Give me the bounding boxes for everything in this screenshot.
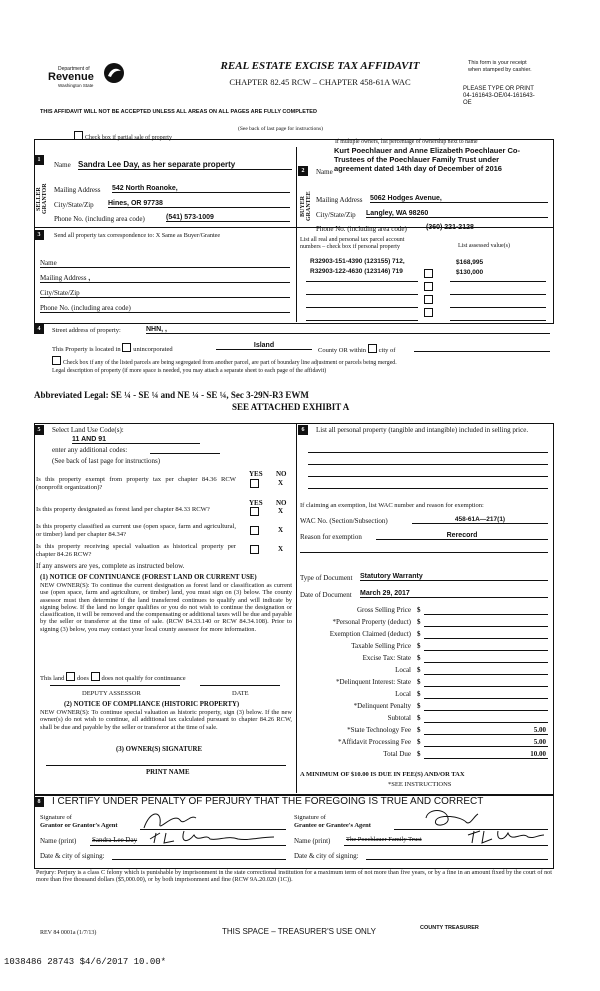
see-instructions: *SEE INSTRUCTIONS [388,781,452,788]
assessed-value-header: List assessed value(s) [458,243,510,249]
fee-row: *Personal Property (deduct) $ [300,618,548,629]
no-header-2: NO [276,499,287,507]
notice-2-body: NEW OWNER(S): To continue special valuation as historic property, sign (3) below. If the new owner(s) do not wish to continue, all additional tax calculated pursuant to chapter 84.26 RCW, shall be due and payable by the seller or transferor at the time of sale. [40,709,292,731]
section-2-marker: 2 [298,166,308,176]
buyer-phone-label: Phone No. (including area code) [316,225,407,233]
buyer-city: Langley, WA 98260 [366,210,548,218]
section-5-marker: 5 [34,425,44,435]
grantor-printed-name: Sandra Lee Day [92,836,138,844]
owner-signature: (3) OWNER(S) SIGNATURE [116,746,202,753]
deputy-assessor: DEPUTY ASSESSOR [82,690,141,697]
seller-city-label: City/State/Zip [54,201,94,209]
seller-phone-label: Phone No. (including area code) [54,215,145,223]
multiple-owners-note: If multiple owners, list percentage of ownership next to name [335,139,478,145]
grantee-name-label: Name (print) [294,837,331,845]
fee-row: Excise Tax: State $ [300,654,548,665]
grantee-sig-label: Signature of Grantee or Grantee's Agent [294,814,371,829]
buyer-name-extra: Kurt Poechlauer and Anne Elizabeth Poechlauer Co- Trustees of the Poechlauer Family Trust under agreement dated 14th day of December of 2016 [334,146,521,173]
grantee-print-scribble [466,827,546,845]
q1-answer: X [278,479,284,487]
notice-1-body: NEW OWNER(S): To continue the current designation as forest land or classification as current use (open space, farm and agriculture, or timber) land, you must sign on (3) below. The county assessor must then determine if the land transferred continues to qualify and will indicate by signing below. If the land no longer qualifies or you do not wish to continue the designation or classification, it will be removed and the compensating or additional taxes will be due and payable by the seller or transferor at the time of sale. (RCW 84.33.140 or RCW 84.34.108). Prior to signing (3) below, you may contact your local county assessor for more information. [40,582,292,633]
form-chapter: CHAPTER 82.45 RCW – CHAPTER 458-61A WAC [229,77,411,87]
street-label: Street address of property: [52,327,121,334]
question-forest: Is this property designated as forest land per chapter 84.33 RCW? [36,506,210,513]
buyer-phone: (360) 221-2128 [426,224,474,231]
land-use-label: Select Land Use Code(s): [52,426,124,434]
assessed-value-2: $130,000 [456,269,484,276]
fee-row: Exemption Claimed (deduct) $ [300,630,548,641]
corr-mailing-label: Mailing Address , [40,274,290,283]
grantor-date-city: Date & city of signing: [40,852,105,860]
question-historic: Is this property receiving special valuation as historical property per chapter 84.26 RCW? [36,543,236,558]
perjury-note: Perjury: Perjury is a class C felony which is punishable by imprisonment in the state correctional institution for a maximum term of not more than five years, or by a fine in an amount fixed by the court of not more than five thousand dollars ($5,000.00), or by both imprisonment and fine (RCW 9A.20.020 (1C)). [36,869,552,884]
rev-number: REV 84 0001a (1/7/13) [40,930,97,936]
dept-revenue: Revenue [48,71,94,83]
parties-divider [296,147,297,322]
notice-2-title: (2) NOTICE OF COMPLIANCE (HISTORIC PROPERTY) [64,701,240,708]
q4-answer: X [278,545,284,553]
seller-name: Sandra Lee Day, as her separate property [78,160,292,170]
located-row: This Property is located in unincorporated [52,343,173,353]
grantor-print-scribble [148,829,278,845]
buyer-city-label: City/State/Zip [316,211,356,219]
grantor-name-label: Name (print) [40,837,77,845]
certify-statement: I CERTIFY UNDER PENALTY OF PERJURY THAT THE FOREGOING IS TRUE AND CORRECT [52,796,484,807]
wac-label: WAC No. (Section/Subsection) [300,517,388,525]
buyer-side-label: BUYER GRANTEE [300,191,312,221]
county-name: Island [216,342,312,350]
seller-mailing: 542 North Roanoke, [112,185,290,193]
additional-codes-label: enter any additional codes: [52,446,128,454]
revenue-logo-icon [102,62,126,84]
buyer-mailing-label: Mailing Address [316,196,363,204]
seller-name-label: Name [54,161,71,169]
revenue-logo [48,62,128,92]
partial-sale-check[interactable]: Check box if partial sale of property [74,131,172,141]
fee-row: *Affidavit Processing Fee $ 5.00 [338,738,546,746]
land-use-divider [296,423,297,793]
grantee-date-city: Date & city of signing: [294,852,359,860]
print-name: PRINT NAME [146,769,190,776]
parcel-header: List all real and personal tax parcel account numbers – check box if personal property [300,237,405,250]
corr-name-label: Name [40,259,290,268]
personal-property-label: List all personal property (tangible and intangible) included in selling price. [316,426,529,434]
fee-row: Total Due $ 10.00 [383,750,546,758]
fee-row: Gross Selling Price $ [300,606,548,617]
grantee-printed-name: The Poechlauer Family Trust [346,836,422,843]
exemption-reason: Rerecord [376,532,548,540]
parcel-row-2: R32903-122-4630 (123146) 719 [310,268,403,275]
grantor-sig-label: Signature of Grantor or Grantor's Agent [40,814,118,829]
assessor-date: DATE [232,690,249,697]
segregated-check[interactable]: Check box if any of the listed parcels are being segregated from another parcel, are part of boundary line adjustment or parcels being merged. [52,356,397,366]
fee-row: Local $ [300,690,548,701]
any-yes-note: If any answers are yes, complete as instructed below. [36,562,185,570]
fee-row: *Delinquent Interest: State $ [300,678,548,689]
minimum-fee-note: A MINIMUM OF $10.00 IS DUE IN FEE(S) AND/OR TAX [300,771,465,778]
q2-answer: X [278,507,284,515]
city-of-line [414,351,550,352]
section-8-marker: 8 [34,797,44,807]
section-6-marker: 6 [298,425,308,435]
abbreviated-legal: Abbreviated Legal: SE ¼ - SE ¼ and NE ¼ - SE ¼, Sec 3-29N-R3 EWM [34,390,309,400]
yes-header-1: YES [249,470,263,478]
parcel-row-1: R32903-151-4390 (123155) 712, [310,258,405,265]
yes-header-2: YES [249,499,263,507]
section-4-marker: 4 [34,324,44,334]
question-nonprofit: Is this property exempt from property tax per chapter 84.36 RCW (nonprofit organization)? [36,476,236,491]
q4-yes-checkbox[interactable] [250,545,259,554]
buyer-mailing: 5062 Hodges Avenue, [370,195,548,203]
treasurer-use: THIS SPACE – TREASURER'S USE ONLY [222,927,377,936]
section-1-marker: 1 [34,155,44,165]
receipt-note: This form is your receipt when stamped by cashier. [468,60,532,73]
legal-desc-note: Legal description of property (if more space is needed, you may attach a separate sheet to each page of the affidavit) [52,368,327,374]
doc-date-label: Date of Document [300,591,352,599]
doc-type-label: Type of Document [300,574,353,582]
see-back-note: (See back of last page for instructions) [238,126,323,132]
exemption-label: If claiming an exemption, list WAC number and reason for exemption: [300,502,484,509]
dept-line1: Department of [58,66,90,72]
fee-row: *State Technology Fee $ 5.00 [347,726,546,734]
doc-date: March 29, 2017 [360,590,548,598]
fee-row: Taxable Selling Price $ [300,642,548,653]
section-3-marker: 3 [34,230,44,240]
corr-phone-label: Phone No. (including area code) [40,304,290,313]
correspondence-label: Send all property tax correspondence to: X Same as Buyer/Grantee [54,232,221,239]
buyer-name-label: Name [316,168,333,176]
seller-city: Hines, OR 97738 [108,200,290,208]
q3-yes-checkbox[interactable] [250,526,259,535]
parcel-checkboxes[interactable] [424,269,435,321]
fee-row: Subtotal $ [300,714,548,725]
question-current-use: Is this property classified as current use (open space, farm and agricultural, or timber) land per chapter 84.34? [36,523,236,538]
assessed-value-1: $168,995 [456,259,484,266]
corr-city-label: City/State/Zip [40,289,290,298]
treasurer-stamp: 1038486 28743 $4/6/2017 10.00* [4,957,167,967]
wac-number: 458-61A—217(1) [412,516,548,524]
seller-phone: (541) 573-1009 [166,214,290,222]
parties-mid-line [34,227,554,228]
dept-state: Washington State [58,83,94,88]
fee-row: Local $ [300,666,548,677]
county-label: County OR within city of [318,344,395,354]
fee-row: *Delinquent Penalty $ [300,702,548,713]
seller-side-label: SELLER GRANTOR [36,183,48,215]
no-header-1: NO [276,470,287,478]
q3-answer: X [278,526,284,534]
reason-label: Reason for exemption [300,533,362,541]
see-attached: SEE ATTACHED EXHIBIT A [232,402,350,412]
q1-yes-checkbox[interactable] [250,479,259,488]
seller-mailing-label: Mailing Address [54,186,101,194]
q2-yes-checkbox[interactable] [250,507,259,516]
county-treasurer: COUNTY TREASURER [420,925,479,931]
land-use-codes: 11 AND 91 [72,436,200,444]
type-print-note: PLEASE TYPE OR PRINT 04-161643-OE/04-161643- OE [463,86,535,106]
street-address: NHN, , [146,326,550,334]
form-title: REAL ESTATE EXCISE TAX AFFIDAVIT [220,60,420,72]
notice-1-title: (1) NOTICE OF CONTINUANCE (FOREST LAND OR CURRENT USE) [40,574,257,581]
land-use-see-back: (See back of last page for instructions) [52,457,161,465]
continuance-row: This land does does not qualify for continuance [40,672,186,682]
affidavit-notice: THIS AFFIDAVIT WILL NOT BE ACCEPTED UNLESS ALL AREAS ON ALL PAGES ARE FULLY COMPLETED [40,109,317,115]
doc-type: Statutory Warranty [360,573,548,581]
